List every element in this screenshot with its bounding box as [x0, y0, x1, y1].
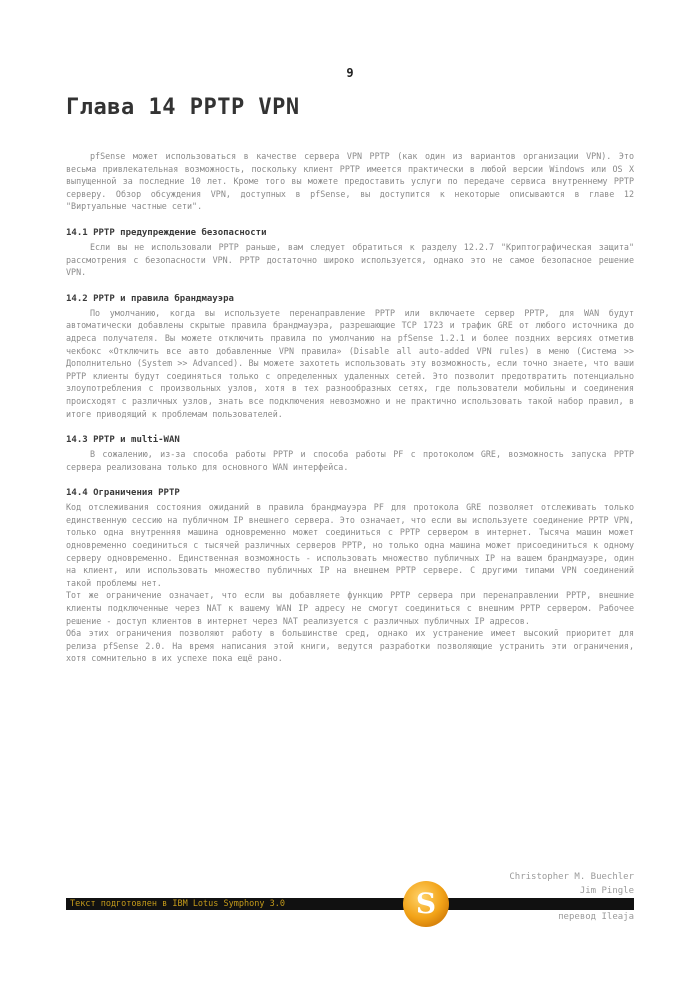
- document-body: [66, 150, 634, 665]
- author-name: Christopher M. Buechler: [509, 872, 634, 882]
- section-14-1: [66, 227, 634, 279]
- intro-paragraph: pfSense может использоваться в качестве сервера VPN PPTP (как один из вариантов организации VPN). Это весьма привлекательная возможность, поскольку клиент PPTP имеется практически в любой версии Windows или OS X выпущенной за последние 10 лет. Кроме того вы можете предоставить услуги по передаче сервиса внутреннему PPTP серверу. Обзор обсуждения VPN, доступных в pfSense, вы доступится к некоторые описываются в главе 12 "Виртуальные частные сети".: [66, 151, 634, 212]
- footer-bar: [66, 898, 634, 910]
- section-paragraph: Тот же ограничение означает, что если вы добавляете функцию PPTP сервера при перенаправлении PPTP, внешние клиенты подключенные через NAT к вашему WAN IP адресу не смогут соединиться с внешним PPTP сервером. Рабочее решение - доступ клиентов в интернет через NAT реализуется с различных публичных IP адресов.: [66, 590, 634, 626]
- symphony-logo-icon: [402, 880, 450, 928]
- section-14-3: [66, 434, 634, 473]
- footer-bar-text: Текст подготовлен в IBM Lotus Symphony 3.0: [70, 899, 285, 909]
- coauthor-name: Jim Pingle: [579, 886, 634, 896]
- section-paragraph: Оба этих ограничения позволяют работу в большинстве сред, однако их устранение имеет высокий приоритет для релиза pfSense 2.0. На время написания этой книги, ведутся разработки позволяющие устранить эти ограничения, хотя сомнительно в их успехе пока ещё рано.: [66, 628, 634, 664]
- section-paragraph: По умолчанию, когда вы используете перенаправление PPTP или включаете сервер PPTP, для WAN будут автоматически добавлены скрытые правила брандмауэра, разрешающие TCP 1723 и трафик GRE от любого источника до адреса получателя. Вы можете отключить правила по умолчанию на pfSense 1.2.1 и более поздних версиях отметив чекбокс «Отключить все авто добавленные VPN правила» (Disable all auto-added VPN rules) в меню (Система >> Дополнительно (System >> Advanced). Вы можете захотеть использовать эту возможность, если точно знаете, что ваши PPTP клиенты будут соединяться только с определенных удаленных сетей. Это позволит предотвратить потенциально злоупотребления с произвольных узлов, хотя в тех разнообразных сетях, где пользователи мобильны и соединения происходят с различных узлов, знать все подключения невозможно и не практично использовать такой набор правил, в итоге приводящий к проблемам пользователей.: [66, 307, 634, 419]
- section-heading: 14.2 PPTP и правила брандмауэра: [66, 293, 234, 304]
- translator-credit: перевод Ileaja: [558, 912, 634, 922]
- logo-letter: S: [415, 887, 437, 920]
- section-paragraph: Если вы не использовали PPTP раньше, вам следует обратиться к разделу 12.2.7 "Криптографическая защита" рассмотрения с безопасности VPN. PPTP достаточно широко используется, однако это не самое безопасное решение VPN.: [66, 241, 634, 278]
- section-heading: 14.1 PPTP предупреждение безопасности: [66, 227, 267, 238]
- footer-authors: [509, 870, 634, 898]
- section-14-4: [66, 487, 634, 665]
- section-heading: 14.4 Ограничения PPTP: [66, 488, 180, 499]
- chapter-title: Глава 14 PPTP VPN: [66, 95, 300, 120]
- section-paragraph: В сожалению, из-за способа работы PPTP и способа работы PF с протоколом GRE, возможность запуска PPTP сервера реализована только для основного WAN интерфейса.: [66, 449, 634, 472]
- section-paragraph: Код отслеживания состояния ожиданий в правила брандмауэра PF для протокола GRE позволяет отслеживать только единственную сессию на публичном IP внешнего сервера. Это означает, что если вы используете соединение PPTP VPN, только одна внутренняя машина одновременно может соединиться с PPTP сервером в интернет. Тысяча машин может одновременно соединиться с тысячей различных серверов PPTP, но только одна машина может присоединиться к одному серверу одновременно. Единственная возможность - использовать множество публичных IP на вашем брандмауэре, один на клиент, или использовать множество публичных IP на внешнем PPTP сервере. С другими типами VPN соединений такой проблемы нет.: [66, 502, 634, 588]
- section-14-2: [66, 293, 634, 420]
- section-heading: 14.3 PPTP и multi-WAN: [66, 435, 180, 446]
- page-number: 9: [346, 66, 354, 80]
